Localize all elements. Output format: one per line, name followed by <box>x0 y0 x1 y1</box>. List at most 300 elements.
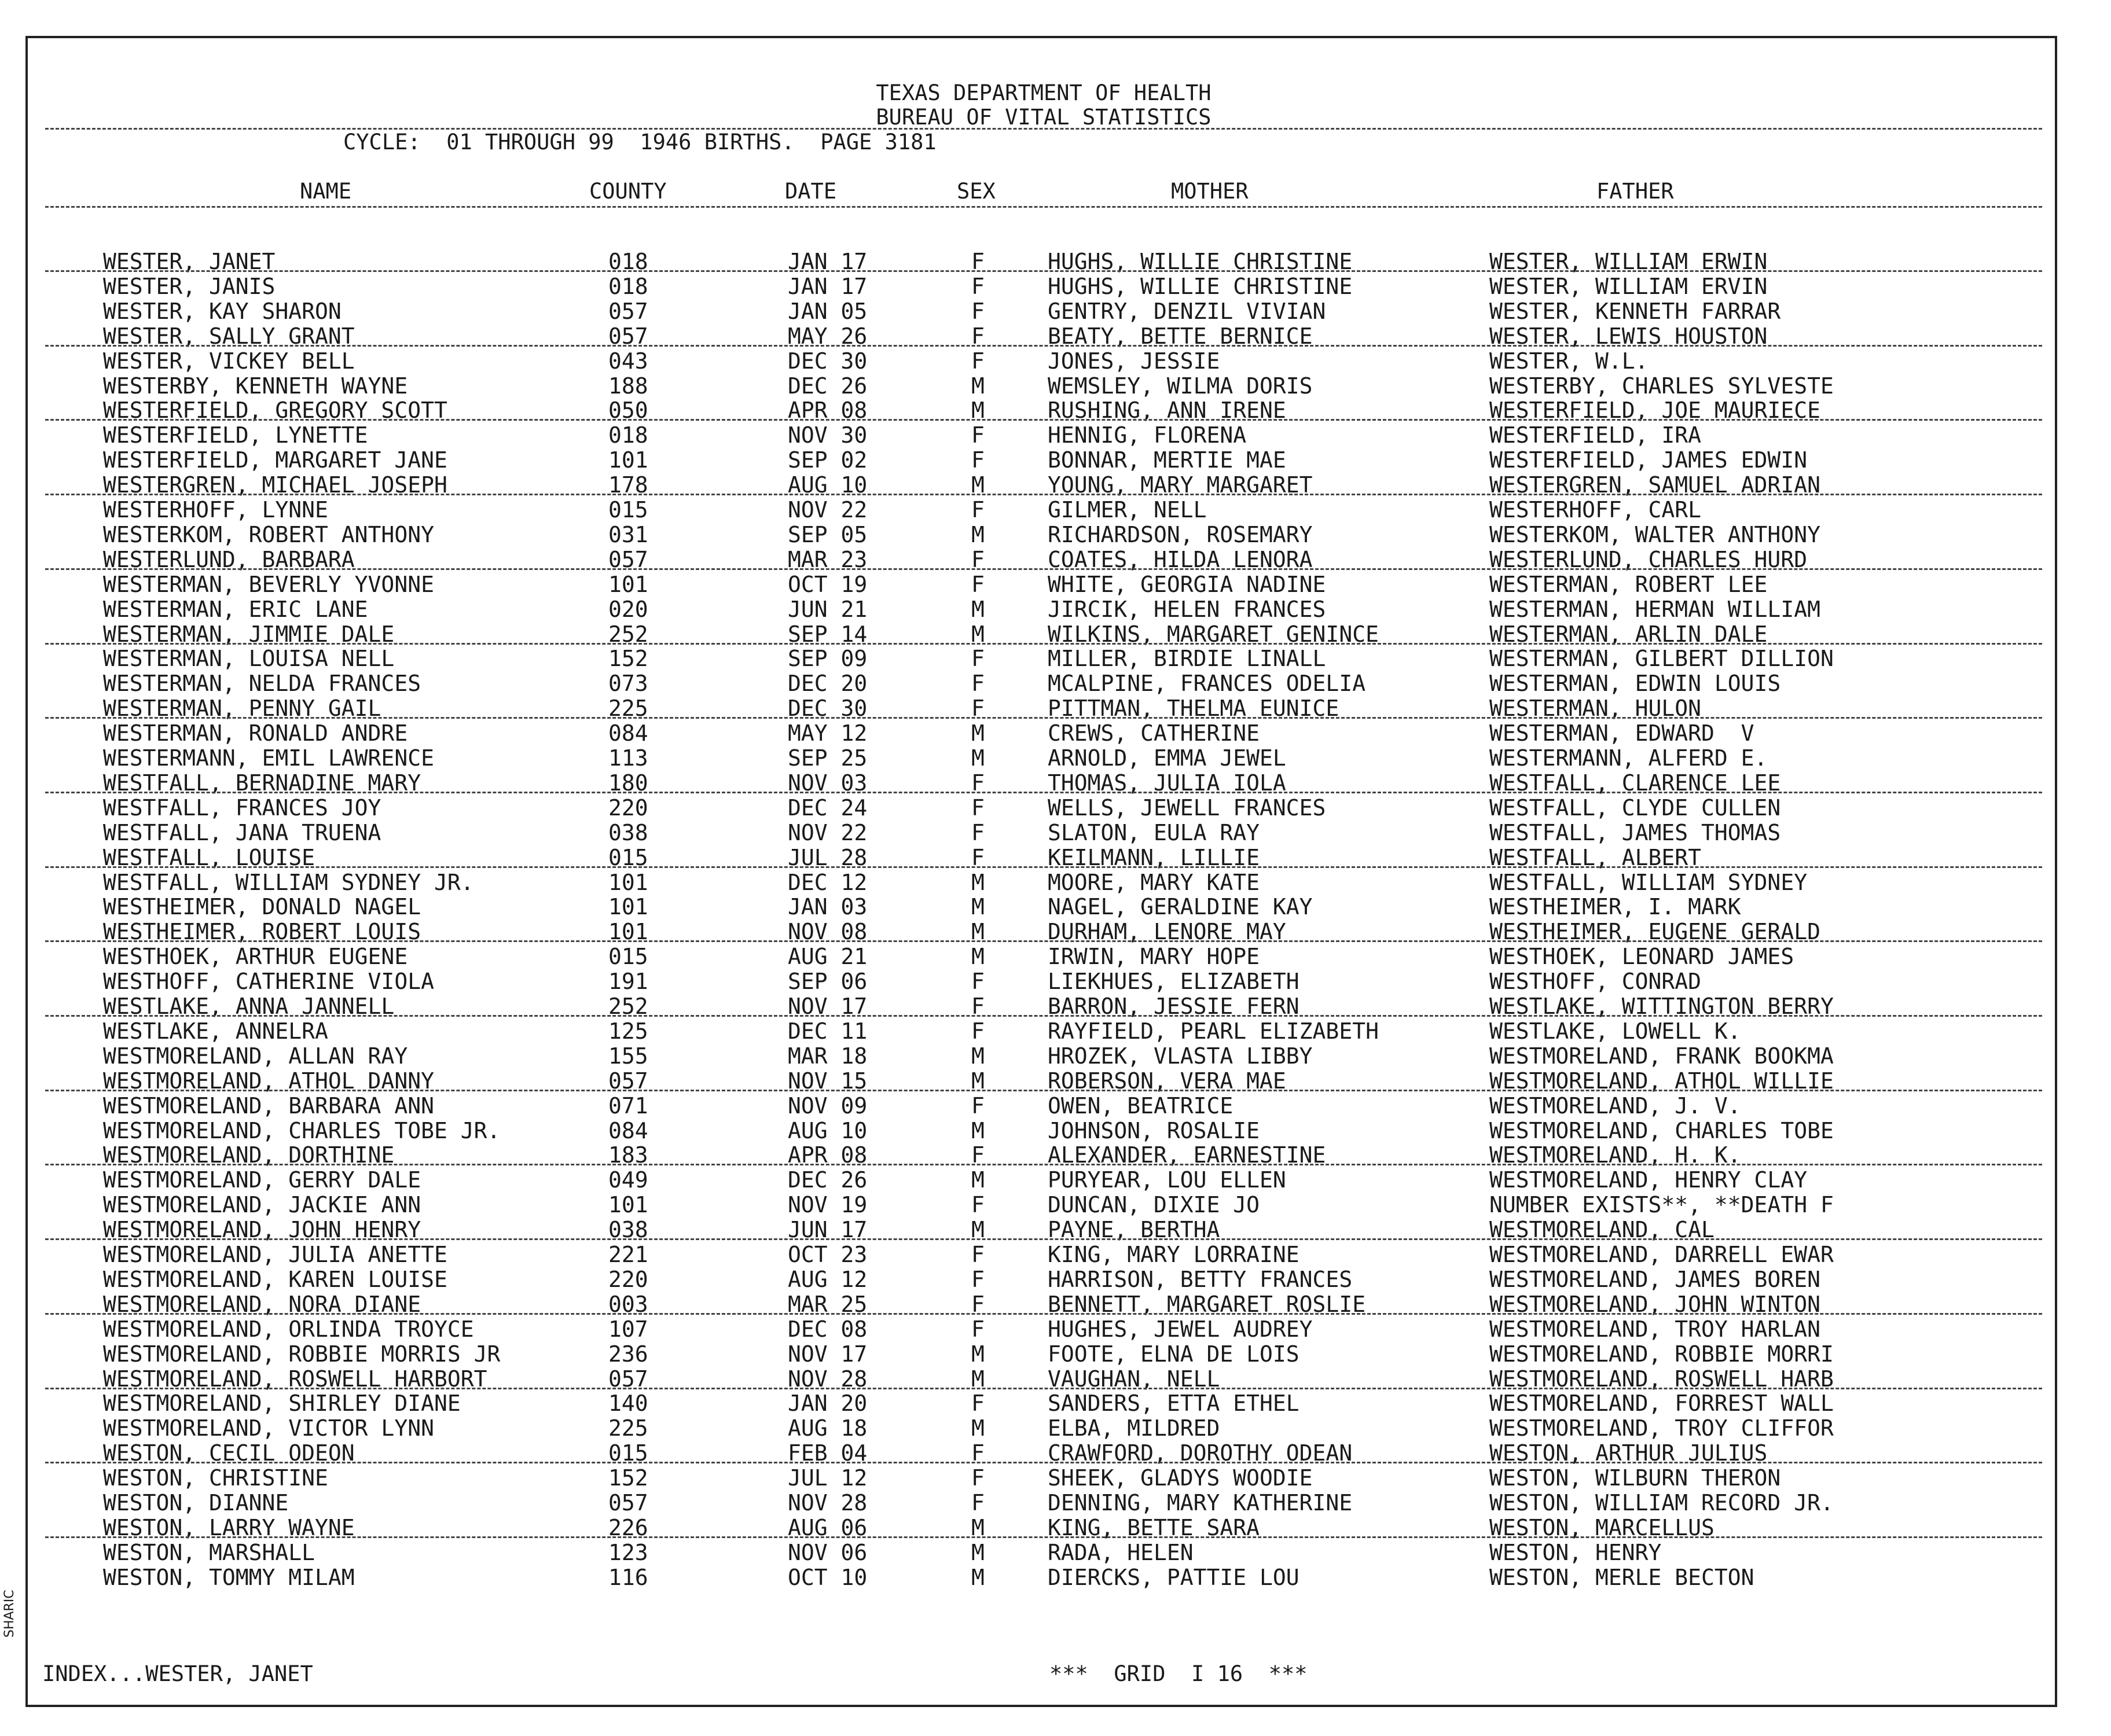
cell-county: 123 <box>608 1539 648 1565</box>
cell-county: 049 <box>608 1167 648 1193</box>
cell-name: WESTMORELAND, ORLINDA TROYCE <box>103 1316 474 1342</box>
cell-date: AUG 10 <box>788 1117 868 1143</box>
cell-date: SEP 14 <box>788 621 868 647</box>
cell-father: WESTERMAN, GILBERT DILLION <box>1489 646 1834 672</box>
footer-index: INDEX...WESTER, JANET <box>42 1661 313 1686</box>
cell-county: 191 <box>608 969 648 995</box>
table-row <box>28 1168 2059 1193</box>
cell-sex: F <box>971 571 985 597</box>
cell-mother: GENTRY, DENZIL VIVIAN <box>1048 298 1326 324</box>
cell-name: WESTMORELAND, ROSWELL HARBORT <box>103 1366 487 1392</box>
cell-date: NOV 08 <box>788 919 868 945</box>
cell-name: WESTLAKE, ANNELRA <box>103 1018 328 1044</box>
cell-name: WESTLAKE, ANNA JANNELL <box>103 994 395 1019</box>
cell-date: MAY 12 <box>788 720 868 746</box>
col-header-sex: SEX <box>957 179 996 204</box>
table-row <box>28 1565 2059 1590</box>
cell-mother: DIERCKS, PATTIE LOU <box>1048 1564 1299 1590</box>
cell-sex: F <box>971 1093 985 1119</box>
cell-county: 101 <box>608 571 648 597</box>
cell-county: 057 <box>608 1366 648 1392</box>
cell-sex: M <box>971 1539 985 1565</box>
cell-sex: M <box>971 521 985 547</box>
table-row <box>28 1540 2059 1565</box>
cell-county: 038 <box>608 819 648 845</box>
cell-county: 220 <box>608 795 648 821</box>
cell-name: WESTMORELAND, JACKIE ANN <box>103 1192 421 1218</box>
cell-mother: CRAWFORD, DOROTHY ODEAN <box>1048 1440 1353 1466</box>
table-row <box>28 1416 2059 1441</box>
cell-father: WESTMORELAND, J. V. <box>1489 1093 1741 1119</box>
row-divider <box>45 1313 2042 1315</box>
cell-name: WESTMORELAND, KAREN LOUISE <box>103 1266 447 1292</box>
cell-sex: F <box>971 969 985 995</box>
cell-date: DEC 26 <box>788 373 868 399</box>
cell-county: 015 <box>608 844 648 870</box>
cell-mother: HENNIG, FLORENA <box>1048 422 1247 448</box>
cell-name: WESTFALL, WILLIAM SYDNEY JR. <box>103 869 474 895</box>
cell-father: WESTFALL, CLARENCE LEE <box>1489 770 1781 796</box>
table-row <box>28 1367 2059 1392</box>
cell-date: SEP 05 <box>788 521 868 547</box>
cell-date: MAR 25 <box>788 1291 868 1317</box>
cell-name: WESTMORELAND, BARBARA ANN <box>103 1093 434 1119</box>
cell-name: WESTMORELAND, GERRY DALE <box>103 1167 421 1193</box>
cell-father: WESTMORELAND, JAMES BOREN <box>1489 1266 1820 1292</box>
cell-father: WESTFALL, ALBERT <box>1489 844 1702 870</box>
cell-mother: LIEKHUES, ELIZABETH <box>1048 969 1299 995</box>
cell-sex: M <box>971 1415 985 1441</box>
cell-name: WESTER, KAY SHARON <box>103 298 342 324</box>
cell-county: 101 <box>608 894 648 920</box>
row-divider <box>45 494 2042 495</box>
cell-date: NOV 30 <box>788 422 868 448</box>
document-frame <box>25 36 2057 1707</box>
table-row <box>28 1292 2059 1317</box>
cell-father: WESTMORELAND, TROY HARLAN <box>1489 1316 1820 1342</box>
cell-sex: M <box>971 1043 985 1069</box>
cell-date: NOV 09 <box>788 1093 868 1119</box>
row-divider <box>45 717 2042 719</box>
table-row <box>28 895 2059 920</box>
cell-name: WESTER, SALLY GRANT <box>103 323 355 349</box>
cell-date: DEC 30 <box>788 696 868 722</box>
cell-mother: IRWIN, MARY HOPE <box>1048 944 1260 970</box>
cell-date: SEP 09 <box>788 646 868 672</box>
table-row <box>28 1143 2059 1168</box>
cell-mother: HUGHS, WILLIE CHRISTINE <box>1048 273 1353 299</box>
cell-sex: F <box>971 994 985 1019</box>
cell-date: MAR 18 <box>788 1043 868 1069</box>
cell-name: WESTERMAN, RONALD ANDRE <box>103 720 408 746</box>
cell-mother: DUNCAN, DIXIE JO <box>1048 1192 1260 1218</box>
cell-county: 057 <box>608 1490 648 1516</box>
cell-sex: F <box>971 819 985 845</box>
cell-sex: M <box>971 1514 985 1540</box>
cell-father: WESTER, KENNETH FARRAR <box>1489 298 1781 324</box>
cell-sex: F <box>971 844 985 870</box>
cell-mother: DURHAM, LENORE MAY <box>1048 919 1286 945</box>
cell-father: WESTMORELAND, CHARLES TOBE <box>1489 1117 1834 1143</box>
cell-mother: WHITE, GEORGIA NADINE <box>1048 571 1326 597</box>
cell-sex: F <box>971 1465 985 1491</box>
table-row <box>28 1342 2059 1367</box>
col-header-mother: MOTHER <box>1171 179 1249 204</box>
cell-name: WESTMORELAND, JOHN HENRY <box>103 1217 421 1243</box>
cell-sex: F <box>971 422 985 448</box>
cell-county: 220 <box>608 1266 648 1292</box>
cell-sex: F <box>971 646 985 672</box>
header-bureau: BUREAU OF VITAL STATISTICS <box>876 105 1211 130</box>
cell-name: WESTER, JANIS <box>103 273 276 299</box>
cell-sex: M <box>971 1217 985 1243</box>
table-row <box>28 821 2059 845</box>
cell-date: NOV 15 <box>788 1068 868 1094</box>
cell-sex: M <box>971 472 985 498</box>
cell-name: WESTHEIMER, DONALD NAGEL <box>103 894 421 920</box>
cell-mother: DENNING, MARY KATHERINE <box>1048 1490 1353 1516</box>
table-row <box>28 1193 2059 1218</box>
cell-date: SEP 06 <box>788 969 868 995</box>
cell-name: WESTMORELAND, JULIA ANETTE <box>103 1242 447 1267</box>
cell-county: 226 <box>608 1514 648 1540</box>
table-row <box>28 870 2059 895</box>
cell-date: DEC 12 <box>788 869 868 895</box>
row-divider <box>45 866 2042 868</box>
row-divider <box>45 1090 2042 1091</box>
cell-county: 101 <box>608 919 648 945</box>
table-row <box>28 572 2059 597</box>
table-row <box>28 523 2059 547</box>
cell-sex: F <box>971 696 985 722</box>
cell-father: WESTER, WILLIAM ERVIN <box>1489 273 1768 299</box>
cell-sex: M <box>971 1167 985 1193</box>
cell-father: WESTON, WILBURN THERON <box>1489 1465 1781 1491</box>
cell-name: WESTON, MARSHALL <box>103 1539 315 1565</box>
cell-father: WESTON, WILLIAM RECORD JR. <box>1489 1490 1834 1516</box>
cell-name: WESTHOEK, ARTHUR EUGENE <box>103 944 408 970</box>
table-row <box>28 597 2059 622</box>
cell-name: WESTERFIELD, LYNETTE <box>103 422 368 448</box>
table-row <box>28 1218 2059 1242</box>
table-row <box>28 1242 2059 1267</box>
cell-sex: F <box>971 1266 985 1292</box>
cell-mother: PITTMAN, THELMA EUNICE <box>1048 696 1339 722</box>
cell-county: 018 <box>608 422 648 448</box>
cell-father: WESTERLUND, CHARLES HURD <box>1489 546 1808 572</box>
cell-name: WESTMORELAND, NORA DIANE <box>103 1291 421 1317</box>
table-row <box>28 374 2059 399</box>
cell-mother: MILLER, BIRDIE LINALL <box>1048 646 1326 672</box>
col-header-date: DATE <box>785 179 837 204</box>
cell-date: AUG 06 <box>788 1514 868 1540</box>
cell-date: NOV 19 <box>788 1192 868 1218</box>
cell-mother: MOORE, MARY KATE <box>1048 869 1260 895</box>
cell-sex: F <box>971 497 985 523</box>
cell-mother: ELBA, MILDRED <box>1048 1415 1220 1441</box>
table-row <box>28 920 2059 944</box>
cell-sex: F <box>971 1018 985 1044</box>
cell-father: WESTFALL, JAMES THOMAS <box>1489 819 1781 845</box>
cell-date: OCT 23 <box>788 1242 868 1267</box>
cell-father: WESTER, W.L. <box>1489 348 1649 374</box>
header-agency: TEXAS DEPARTMENT OF HEALTH <box>876 80 1211 105</box>
cell-father: WESTERMANN, ALFERD E. <box>1489 745 1768 771</box>
cell-father: WESTERMAN, EDWARD V <box>1489 720 1754 746</box>
cell-mother: VAUGHAN, NELL <box>1048 1366 1220 1392</box>
table-row <box>28 1119 2059 1143</box>
cell-county: 225 <box>608 696 648 722</box>
cell-father: WESTERMAN, HERMAN WILLIAM <box>1489 596 1820 622</box>
cell-county: 180 <box>608 770 648 796</box>
cell-county: 057 <box>608 298 648 324</box>
cell-name: WESTON, DIANNE <box>103 1490 289 1516</box>
cell-mother: RADA, HELEN <box>1048 1539 1194 1565</box>
cell-sex: F <box>971 770 985 796</box>
cell-date: DEC 11 <box>788 1018 868 1044</box>
cell-name: WESTERMAN, NELDA FRANCES <box>103 671 421 697</box>
cell-father: WESTER, WILLIAM ERWIN <box>1489 249 1768 274</box>
cell-mother: HUGHS, WILLIE CHRISTINE <box>1048 249 1353 274</box>
cell-date: FEB 04 <box>788 1440 868 1466</box>
table-row <box>28 796 2059 821</box>
cell-sex: M <box>971 1068 985 1094</box>
cell-date: JAN 17 <box>788 249 868 274</box>
row-divider <box>45 643 2042 645</box>
cell-date: MAY 26 <box>788 323 868 349</box>
table-row <box>28 249 2059 274</box>
cell-father: WESTON, MARCELLUS <box>1489 1514 1715 1540</box>
cell-father: WESTERFIELD, JOE MAURIECE <box>1489 398 1820 424</box>
cell-county: 140 <box>608 1391 648 1417</box>
table-row <box>28 1441 2059 1466</box>
row-divider <box>45 1015 2042 1017</box>
cell-date: SEP 25 <box>788 745 868 771</box>
cell-county: 101 <box>608 447 648 473</box>
cell-mother: MCALPINE, FRANCES ODELIA <box>1048 671 1366 697</box>
table-row <box>28 1019 2059 1044</box>
cell-father: WESTERFIELD, JAMES EDWIN <box>1489 447 1808 473</box>
cell-date: NOV 22 <box>788 497 868 523</box>
cell-name: WESTERHOFF, LYNNE <box>103 497 328 523</box>
cell-father: WESTMORELAND, CAL <box>1489 1217 1715 1243</box>
cell-date: JAN 20 <box>788 1391 868 1417</box>
cell-county: 152 <box>608 646 648 672</box>
cell-date: NOV 17 <box>788 1341 868 1367</box>
cell-name: WESTMORELAND, CHARLES TOBE JR. <box>103 1117 501 1143</box>
cell-sex: M <box>971 919 985 945</box>
cell-father: WESTFALL, CLYDE CULLEN <box>1489 795 1781 821</box>
cell-date: MAR 23 <box>788 546 868 572</box>
cell-sex: F <box>971 1490 985 1516</box>
cell-date: APR 08 <box>788 1142 868 1168</box>
cell-name: WESTMORELAND, ROBBIE MORRIS JR <box>103 1341 501 1367</box>
cell-sex: M <box>971 596 985 622</box>
cell-county: 043 <box>608 348 648 374</box>
side-label: SHARIC <box>2 1590 17 1638</box>
row-divider <box>45 1536 2042 1538</box>
table-row <box>28 498 2059 523</box>
cell-sex: F <box>971 1440 985 1466</box>
cell-date: APR 08 <box>788 398 868 424</box>
cell-county: 221 <box>608 1242 648 1267</box>
cell-father: NUMBER EXISTS**, **DEATH F <box>1489 1192 1834 1218</box>
cell-mother: ARNOLD, EMMA JEWEL <box>1048 745 1286 771</box>
cell-father: WESTHOFF, CONRAD <box>1489 969 1702 995</box>
cell-name: WESTERMAN, LOUISA NELL <box>103 646 395 672</box>
table-row <box>28 671 2059 696</box>
cell-county: 038 <box>608 1217 648 1243</box>
table-row <box>28 1069 2059 1094</box>
cell-sex: F <box>971 795 985 821</box>
cell-sex: F <box>971 298 985 324</box>
cell-mother: KING, MARY LORRAINE <box>1048 1242 1299 1267</box>
cell-mother: PAYNE, BERTHA <box>1048 1217 1220 1243</box>
table-row <box>28 473 2059 498</box>
cell-mother: JOHNSON, ROSALIE <box>1048 1117 1260 1143</box>
table-row <box>28 1317 2059 1342</box>
cell-name: WESTERMAN, PENNY GAIL <box>103 696 381 722</box>
cell-mother: BARRON, JESSIE FERN <box>1048 994 1299 1019</box>
footer-grid: *** GRID I 16 *** <box>1049 1661 1308 1686</box>
cell-father: WESTER, LEWIS HOUSTON <box>1489 323 1768 349</box>
cell-name: WESTFALL, FRANCES JOY <box>103 795 381 821</box>
cell-mother: KEILMANN, LILLIE <box>1048 844 1260 870</box>
cell-name: WESTON, CECIL ODEON <box>103 1440 355 1466</box>
table-row <box>28 746 2059 771</box>
table-row <box>28 423 2059 448</box>
cell-father: WESTMORELAND, HENRY CLAY <box>1489 1167 1808 1193</box>
cell-mother: JONES, JESSIE <box>1048 348 1220 374</box>
col-header-father: FATHER <box>1596 179 1674 204</box>
cell-sex: M <box>971 745 985 771</box>
cell-mother: SHEEK, GLADYS WOODIE <box>1048 1465 1313 1491</box>
cell-county: 125 <box>608 1018 648 1044</box>
cell-mother: COATES, HILDA LENORA <box>1048 546 1313 572</box>
row-divider <box>45 792 2042 793</box>
cell-sex: F <box>971 1316 985 1342</box>
cell-name: WESTERKOM, ROBERT ANTHONY <box>103 521 434 547</box>
cell-county: 225 <box>608 1415 648 1441</box>
cell-mother: YOUNG, MARY MARGARET <box>1048 472 1313 498</box>
cell-date: JAN 17 <box>788 273 868 299</box>
table-row <box>28 1466 2059 1491</box>
cell-name: WESTON, CHRISTINE <box>103 1465 328 1491</box>
cell-name: WESTHEIMER, ROBERT LOUIS <box>103 919 421 945</box>
cell-county: 252 <box>608 994 648 1019</box>
cell-father: WESTERMAN, HULON <box>1489 696 1702 722</box>
cell-county: 057 <box>608 1068 648 1094</box>
cell-county: 015 <box>608 1440 648 1466</box>
cell-mother: ALEXANDER, EARNESTINE <box>1048 1142 1326 1168</box>
cell-date: NOV 28 <box>788 1366 868 1392</box>
cell-father: WESTERKOM, WALTER ANTHONY <box>1489 521 1820 547</box>
row-divider <box>45 270 2042 272</box>
cell-father: WESTERFIELD, IRA <box>1489 422 1702 448</box>
table-row <box>28 646 2059 671</box>
cell-county: 018 <box>608 273 648 299</box>
table-row <box>28 324 2059 349</box>
cell-date: NOV 17 <box>788 994 868 1019</box>
table-row <box>28 771 2059 796</box>
cell-name: WESTERMANN, EMIL LAWRENCE <box>103 745 434 771</box>
cell-father: WESTMORELAND, H. K. <box>1489 1142 1741 1168</box>
cell-county: 113 <box>608 745 648 771</box>
cell-mother: THOMAS, JULIA IOLA <box>1048 770 1286 796</box>
cell-county: 071 <box>608 1093 648 1119</box>
cell-mother: HARRISON, BETTY FRANCES <box>1048 1266 1353 1292</box>
cell-sex: F <box>971 348 985 374</box>
cell-mother: SANDERS, ETTA ETHEL <box>1048 1391 1299 1417</box>
cell-name: WESTMORELAND, DORTHINE <box>103 1142 395 1168</box>
cell-mother: RAYFIELD, PEARL ELIZABETH <box>1048 1018 1379 1044</box>
cell-county: 183 <box>608 1142 648 1168</box>
cell-father: WESTMORELAND, FORREST WALL <box>1489 1391 1834 1417</box>
cell-name: WESTFALL, LOUISE <box>103 844 315 870</box>
cell-name: WESTERBY, KENNETH WAYNE <box>103 373 408 399</box>
cell-father: WESTERMAN, EDWIN LOUIS <box>1489 671 1781 697</box>
cell-sex: M <box>971 373 985 399</box>
cell-mother: RUSHING, ANN IRENE <box>1048 398 1286 424</box>
cell-date: JUL 28 <box>788 844 868 870</box>
cell-father: WESTLAKE, LOWELL K. <box>1489 1018 1741 1044</box>
cell-mother: HUGHES, JEWEL AUDREY <box>1048 1316 1313 1342</box>
column-header-divider <box>45 206 2042 208</box>
cell-date: JUN 21 <box>788 596 868 622</box>
cell-county: 084 <box>608 1117 648 1143</box>
cell-father: WESTMORELAND, ROSWELL HARB <box>1489 1366 1834 1392</box>
row-divider <box>45 1388 2042 1389</box>
cell-county: 031 <box>608 521 648 547</box>
cell-county: 107 <box>608 1316 648 1342</box>
cell-date: NOV 28 <box>788 1490 868 1516</box>
table-row <box>28 448 2059 473</box>
table-row <box>28 1267 2059 1292</box>
cell-county: 252 <box>608 621 648 647</box>
cell-sex: M <box>971 894 985 920</box>
table-row <box>28 1094 2059 1119</box>
cell-mother: BENNETT, MARGARET ROSLIE <box>1048 1291 1366 1317</box>
cell-name: WESTERLUND, BARBARA <box>103 546 355 572</box>
cell-county: 020 <box>608 596 648 622</box>
cell-sex: F <box>971 249 985 274</box>
col-header-name: NAME <box>300 179 352 204</box>
cell-name: WESTMORELAND, SHIRLEY DIANE <box>103 1391 461 1417</box>
cell-county: 236 <box>608 1341 648 1367</box>
cell-mother: BEATY, BETTE BERNICE <box>1048 323 1313 349</box>
cell-father: WESTMORELAND, FRANK BOOKMA <box>1489 1043 1834 1069</box>
cell-father: WESTHEIMER, EUGENE GERALD <box>1489 919 1820 945</box>
cell-county: 152 <box>608 1465 648 1491</box>
cell-name: WESTFALL, BERNADINE MARY <box>103 770 421 796</box>
cell-sex: F <box>971 1242 985 1267</box>
cell-date: NOV 06 <box>788 1539 868 1565</box>
cell-father: WESTMORELAND, TROY CLIFFOR <box>1489 1415 1834 1441</box>
row-divider <box>45 345 2042 347</box>
cell-mother: GILMER, NELL <box>1048 497 1207 523</box>
cell-name: WESTERFIELD, MARGARET JANE <box>103 447 447 473</box>
cell-sex: M <box>971 720 985 746</box>
cell-name: WESTMORELAND, ATHOL DANNY <box>103 1068 434 1094</box>
cell-sex: M <box>971 1117 985 1143</box>
cell-mother: PURYEAR, LOU ELLEN <box>1048 1167 1286 1193</box>
cell-father: WESTMORELAND, DARRELL EWAR <box>1489 1242 1834 1267</box>
cell-name: WESTHOFF, CATHERINE VIOLA <box>103 969 434 995</box>
cell-name: WESTON, TOMMY MILAM <box>103 1564 355 1590</box>
cell-sex: F <box>971 671 985 697</box>
cell-mother: ROBERSON, VERA MAE <box>1048 1068 1286 1094</box>
cell-name: WESTER, VICKEY BELL <box>103 348 355 374</box>
